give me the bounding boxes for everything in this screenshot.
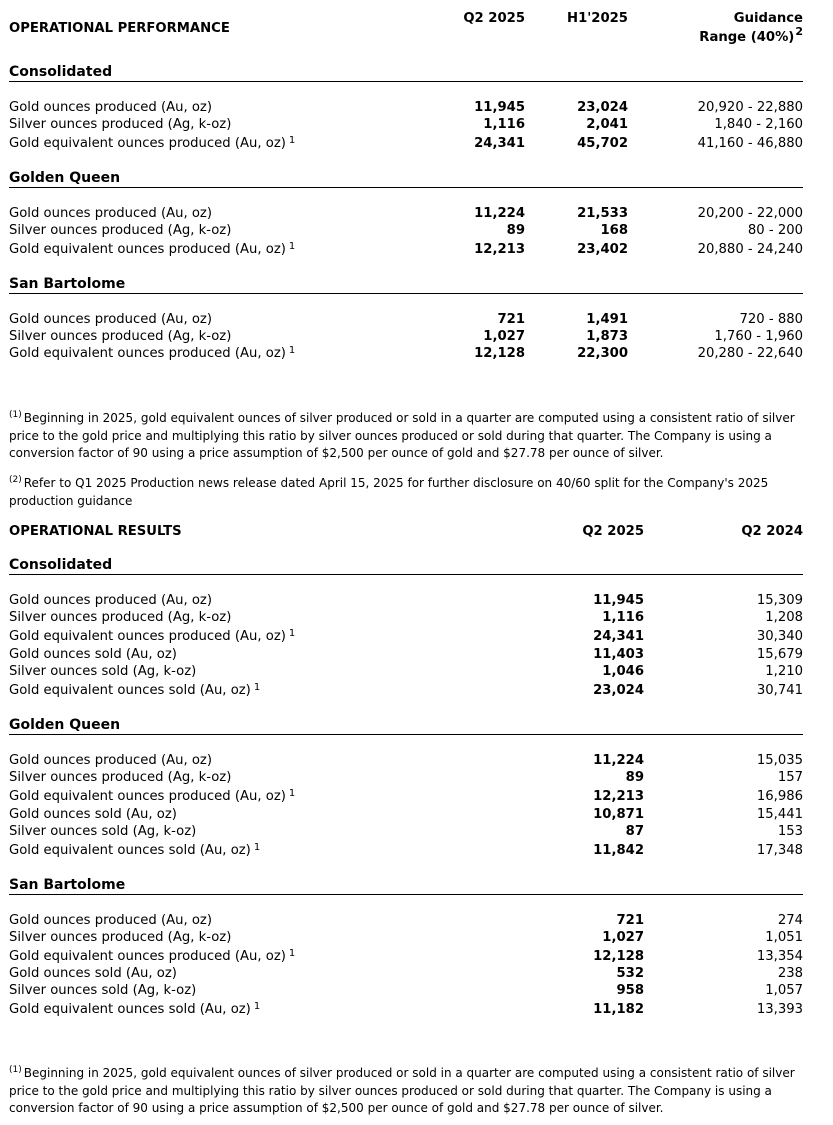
row-label-text: Gold equivalent ounces produced (Au, oz) <box>9 949 286 964</box>
footnote-1 <box>9 410 809 463</box>
cell-q2-2024: 274 <box>777 913 803 928</box>
section-title-san-bartolome: San Bartolome <box>9 877 126 893</box>
cell-q2-2024: 15,441 <box>756 807 803 822</box>
row-label <box>9 1002 260 1017</box>
cell-q2-2025: 24,341 <box>593 629 644 644</box>
row-label: Gold ounces sold (Au, oz) <box>9 647 177 662</box>
footnote-ref: 1 <box>253 682 261 693</box>
cell-q2-2024: 15,679 <box>756 647 803 662</box>
section-title-consolidated: Consolidated <box>9 64 113 80</box>
table-row <box>9 949 803 966</box>
cell-guidance: 20,280 - 22,640 <box>697 346 803 361</box>
cell-guidance: 1,840 - 2,160 <box>714 117 803 132</box>
row-label: Silver ounces produced (Ag, k-oz) <box>9 770 232 785</box>
table-row <box>9 100 803 117</box>
section-title-golden-queen: Golden Queen <box>9 717 121 733</box>
cell-q2-2025: 1,027 <box>602 930 644 945</box>
table-row <box>9 983 803 1000</box>
table-row <box>9 807 803 824</box>
cell-q2-2024: 30,741 <box>756 683 803 698</box>
cell-q2-2025: 11,403 <box>593 647 644 662</box>
cell-q2-2025: 12,213 <box>474 242 525 257</box>
cell-q2-2024: 13,354 <box>756 949 803 964</box>
cell-q2-2025: 721 <box>616 913 644 928</box>
row-label-text: Gold equivalent ounces produced (Au, oz) <box>9 789 286 804</box>
cell-guidance: 20,880 - 24,240 <box>697 242 803 257</box>
cell-h1-2025: 23,024 <box>577 100 628 115</box>
row-label: Silver ounces sold (Ag, k-oz) <box>9 824 197 839</box>
section-divider <box>9 187 803 188</box>
cell-q2-2025: 24,341 <box>474 136 525 151</box>
row-label-text: Gold equivalent ounces produced (Au, oz) <box>9 136 286 151</box>
row-label: Gold ounces produced (Au, oz) <box>9 593 212 608</box>
table-row <box>9 593 803 610</box>
cell-guidance: 80 - 200 <box>747 223 803 238</box>
cell-q2-2025: 532 <box>616 966 644 981</box>
col-header-q2-2025: Q2 2025 <box>463 11 525 26</box>
cell-q2-2025: 1,116 <box>483 117 525 132</box>
results-title: OPERATIONAL RESULTS <box>9 524 182 539</box>
footnote-mark: (2) <box>9 475 22 485</box>
row-label-text: Gold equivalent ounces sold (Au, oz) <box>9 1002 251 1017</box>
section-title-golden-queen: Golden Queen <box>9 170 121 186</box>
col-header-q2-2024: Q2 2024 <box>741 524 803 539</box>
cell-q2-2024: 15,035 <box>756 753 803 768</box>
table-row <box>9 1002 803 1019</box>
cell-q2-2024: 1,208 <box>765 610 803 625</box>
footnote-text: Beginning in 2025, gold equivalent ounces of silver produced or sold in a quarter are computed using a consistent ratio of silver price to the gold price and multiplying this ratio by silver ounces produced or sold during that quarter. The Company is using a conversion factor of 90 using a price assumption of $2,500 per ounce of gold and $27.78 per ounce of silver. <box>9 1066 795 1115</box>
table-row <box>9 683 803 700</box>
cell-h1-2025: 23,402 <box>577 242 628 257</box>
guidance-range-label: Range (40%) <box>699 30 795 45</box>
cell-q2-2025: 11,224 <box>593 753 644 768</box>
footnote-text: Beginning in 2025, gold equivalent ounces of silver produced or sold in a quarter are computed using a consistent ratio of silver price to the gold price and multiplying this ratio by silver ounces produced or sold during that quarter. The Company is using a conversion factor of 90 using a price assumption of $2,500 per ounce of gold and $27.78 per ounce of silver. <box>9 411 795 460</box>
cell-q2-2025: 1,116 <box>602 610 644 625</box>
row-label <box>9 136 295 151</box>
cell-guidance: 20,920 - 22,880 <box>697 100 803 115</box>
table-row <box>9 242 803 259</box>
table-row <box>9 346 803 363</box>
table-row <box>9 223 803 240</box>
table-row <box>9 664 803 681</box>
row-label: Silver ounces sold (Ag, k-oz) <box>9 664 197 679</box>
section-divider <box>9 734 803 735</box>
cell-guidance: 720 - 880 <box>739 312 803 327</box>
row-label <box>9 242 295 257</box>
cell-q2-2025: 1,027 <box>483 329 525 344</box>
table-row <box>9 753 803 770</box>
cell-h1-2025: 2,041 <box>586 117 628 132</box>
cell-q2-2024: 1,051 <box>765 930 803 945</box>
cell-h1-2025: 168 <box>600 223 628 238</box>
table-row <box>9 117 803 134</box>
cell-guidance: 20,200 - 22,000 <box>697 206 803 221</box>
cell-guidance: 41,160 - 46,880 <box>697 136 803 151</box>
col-header-guidance: Guidance <box>733 11 803 26</box>
section-divider <box>9 293 803 294</box>
row-label: Gold ounces produced (Au, oz) <box>9 312 212 327</box>
row-label: Silver ounces produced (Ag, k-oz) <box>9 930 232 945</box>
table-row <box>9 610 803 627</box>
cell-q2-2024: 30,340 <box>756 629 803 644</box>
footnote-mark: (1) <box>9 1065 22 1075</box>
cell-h1-2025: 22,300 <box>577 346 628 361</box>
cell-q2-2025: 11,945 <box>593 593 644 608</box>
table-row <box>9 913 803 930</box>
footnote-text: Refer to Q1 2025 Production news release dated April 15, 2025 for further disclosure on 40/60 split for the Company's 2025 production guidance <box>9 476 769 508</box>
row-label <box>9 683 260 698</box>
cell-h1-2025: 45,702 <box>577 136 628 151</box>
section-divider <box>9 81 803 82</box>
footnote-1 <box>9 1065 809 1118</box>
col-header-q2-2025: Q2 2025 <box>582 524 644 539</box>
table-row <box>9 647 803 664</box>
cell-q2-2025: 11,945 <box>474 100 525 115</box>
footnote-2 <box>9 475 809 510</box>
cell-q2-2024: 153 <box>777 824 803 839</box>
table-row <box>9 329 803 346</box>
cell-q2-2025: 89 <box>625 770 644 785</box>
section-title-san-bartolome: San Bartolome <box>9 276 126 292</box>
footnote-ref: 1 <box>288 948 296 959</box>
row-label-text: Gold equivalent ounces sold (Au, oz) <box>9 843 251 858</box>
cell-q2-2024: 15,309 <box>756 593 803 608</box>
cell-q2-2025: 11,842 <box>593 843 644 858</box>
row-label: Gold ounces sold (Au, oz) <box>9 966 177 981</box>
footnote-ref: 1 <box>288 788 296 799</box>
row-label <box>9 629 295 644</box>
row-label: Gold ounces sold (Au, oz) <box>9 807 177 822</box>
row-label-text: Gold equivalent ounces sold (Au, oz) <box>9 683 251 698</box>
performance-title: OPERATIONAL PERFORMANCE <box>9 21 230 36</box>
footnote-ref: 1 <box>253 842 261 853</box>
table-row <box>9 312 803 329</box>
section-title-consolidated: Consolidated <box>9 557 113 573</box>
table-row <box>9 206 803 223</box>
cell-guidance: 1,760 - 1,960 <box>714 329 803 344</box>
row-label <box>9 789 295 804</box>
row-label: Gold ounces produced (Au, oz) <box>9 100 212 115</box>
cell-q2-2025: 23,024 <box>593 683 644 698</box>
cell-q2-2025: 89 <box>506 223 525 238</box>
table-row <box>9 843 803 860</box>
footnote-ref: 1 <box>253 1001 261 1012</box>
row-label: Gold ounces produced (Au, oz) <box>9 753 212 768</box>
row-label: Gold ounces produced (Au, oz) <box>9 913 212 928</box>
cell-q2-2025: 12,128 <box>593 949 644 964</box>
section-divider <box>9 574 803 575</box>
row-label-text: Gold equivalent ounces produced (Au, oz) <box>9 346 286 361</box>
footnote-mark: (1) <box>9 410 22 420</box>
cell-q2-2024: 17,348 <box>756 843 803 858</box>
section-divider <box>9 894 803 895</box>
cell-q2-2025: 958 <box>616 983 644 998</box>
footnote-ref: 1 <box>288 628 296 639</box>
cell-h1-2025: 21,533 <box>577 206 628 221</box>
cell-q2-2024: 16,986 <box>756 789 803 804</box>
row-label <box>9 346 295 361</box>
row-label <box>9 949 295 964</box>
row-label: Gold ounces produced (Au, oz) <box>9 206 212 221</box>
cell-q2-2025: 1,046 <box>602 664 644 679</box>
footnote-ref: 1 <box>288 345 296 356</box>
table-row <box>9 930 803 947</box>
table-row <box>9 770 803 787</box>
cell-q2-2025: 11,224 <box>474 206 525 221</box>
cell-h1-2025: 1,873 <box>586 329 628 344</box>
footnote-ref: 1 <box>288 241 296 252</box>
cell-q2-2024: 1,210 <box>765 664 803 679</box>
cell-q2-2025: 12,213 <box>593 789 644 804</box>
cell-q2-2025: 12,128 <box>474 346 525 361</box>
col-header-guidance-range <box>699 25 803 45</box>
table-row <box>9 966 803 983</box>
table-row <box>9 824 803 841</box>
cell-q2-2024: 13,393 <box>756 1002 803 1017</box>
footnote-ref: 1 <box>288 135 296 146</box>
col-header-h1-2025: H1'2025 <box>567 11 628 26</box>
cell-q2-2025: 721 <box>497 312 525 327</box>
row-label: Silver ounces produced (Ag, k-oz) <box>9 223 232 238</box>
table-row <box>9 629 803 646</box>
cell-q2-2024: 1,057 <box>765 983 803 998</box>
cell-q2-2024: 157 <box>777 770 803 785</box>
cell-q2-2025: 11,182 <box>593 1002 644 1017</box>
cell-h1-2025: 1,491 <box>586 312 628 327</box>
row-label <box>9 843 260 858</box>
row-label-text: Gold equivalent ounces produced (Au, oz) <box>9 629 286 644</box>
table-row <box>9 136 803 153</box>
table-row <box>9 789 803 806</box>
row-label: Silver ounces produced (Ag, k-oz) <box>9 329 232 344</box>
row-label-text: Gold equivalent ounces produced (Au, oz) <box>9 242 286 257</box>
cell-q2-2025: 10,871 <box>593 807 644 822</box>
cell-q2-2024: 238 <box>777 966 803 981</box>
row-label: Silver ounces sold (Ag, k-oz) <box>9 983 197 998</box>
row-label: Silver ounces produced (Ag, k-oz) <box>9 117 232 132</box>
row-label: Silver ounces produced (Ag, k-oz) <box>9 610 232 625</box>
cell-q2-2025: 87 <box>625 824 644 839</box>
footnote-ref: 2 <box>795 25 803 38</box>
